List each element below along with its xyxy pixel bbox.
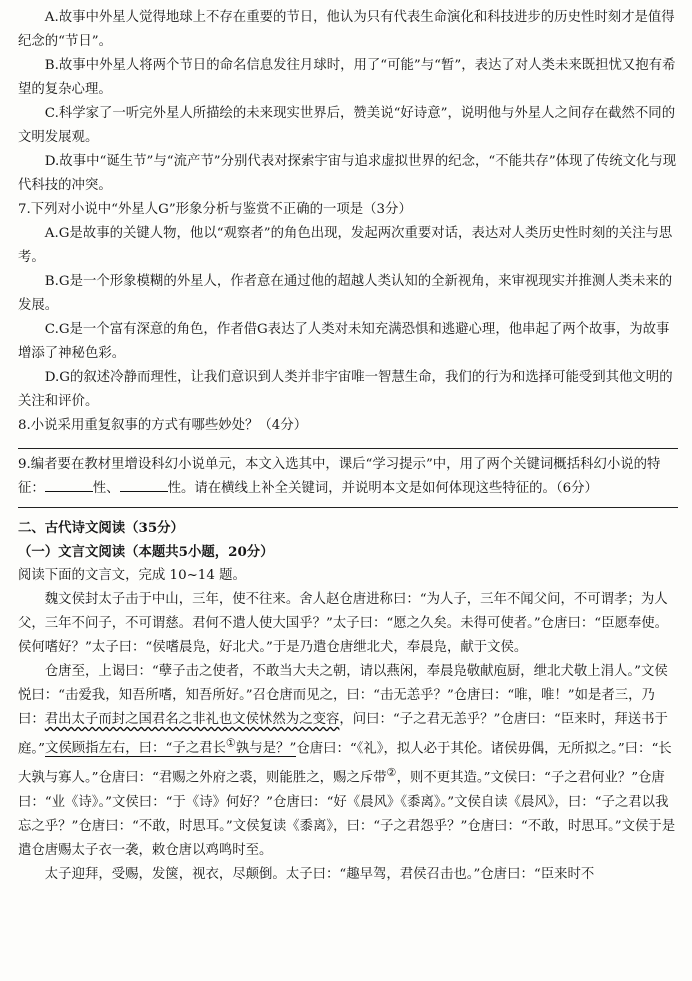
q7-stem: 7.下列对小说中“外星人G”形象分析与鉴赏不正确的一项是（3分） [18, 202, 412, 217]
passage-text: 仓唐至，上谒曰：“孽子击之使者，不敢当大夫之朝，请以燕闲，奉晨凫敬献庖厨，绁北犬敬上涓人。”文侯悦曰：“击爱我，知吾所嗜，知吾所好。”召仓唐而见之，曰：“击无恙乎？”仓唐曰：“唯，唯！”如是者三，乃曰： [18, 664, 668, 727]
answer-line [18, 448, 678, 449]
q7-option-b: B.G是一个形象模糊的外星人，作者意在通过他的超越人类认知的全新视角，来审视现实并推测人类未来的发展。 [18, 274, 673, 313]
q6-option-a: A.故事中外星人觉得地球上不存在重要的节日，他认为只有代表生命演化和科技进步的历史性时刻才是值得纪念的“节日”。 [18, 10, 675, 49]
section-title: 二、古代诗文阅读（35分） [18, 520, 184, 536]
q9-stem [18, 453, 678, 501]
passage-text: ，则不更其造。”文侯曰：“子之君何业？”仓唐曰：“业《诗》。”文侯曰：“于《诗》何好？”仓唐曰：“好《晨风》《黍离》。”文侯自读《晨风》，曰：“子之君以我忘之乎？”仓唐曰：“不敢，时思耳。”文侯复读《黍离》，曰：“子之君怨乎？”仓唐曰：“不敢，时思耳。”文侯于是遣仓唐赐太子衣一袭，敕仓唐以鸡鸣时至。 [18, 770, 676, 858]
q9-part2: 性。请在横线上补全关键词，并说明本文是如何体现这些特征的。（6分） [167, 481, 598, 496]
underlined-sentence [44, 737, 297, 757]
footnote-marker: ② [386, 766, 397, 780]
q6-option-d: D.故事中“诞生节”与“流产节”分别代表对探索宇宙与追求虚拟世界的纪念，“不能共存”体现了传统文化与现代科技的冲突。 [18, 154, 677, 193]
q7-option-c: C.G是一个富有深意的角色，作者借G表达了人类对未知充满恐惧和逃避心理，他串起了两个故事，为故事增添了神秘色彩。 [18, 322, 670, 361]
q7-option-a: A.G是故事的关键人物，他以“观察者”的角色出现，发起两次重要对话，表达对人类历史性时刻的关注与思考。 [18, 226, 673, 265]
question-7 [18, 198, 678, 414]
q9-sep: 性、 [92, 481, 120, 496]
q7-option-d: D.G的叙述冷静而理性，让我们意识到人类并非宇宙唯一智慧生命，我们的行为和选择可能受到其他文明的关注和评价。 [18, 370, 673, 409]
passage-text: 仓唐曰：“《礼》，拟人必于其伦。诸侯毋偶，无所拟之。”曰：“长大孰与寡人。”仓唐曰：“君赐之外府之裘，则能胜之，赐之斥带 [18, 741, 672, 786]
passage-text: ，问曰：“子之君无恙乎？”仓唐曰：“臣来时，拜送书于庭。” [18, 712, 668, 757]
q8-stem: 8.小说采用重复叙事的方式有哪些妙处？（4分） [18, 418, 308, 433]
instruction: 阅读下面的文言文，完成 10~14 题。 [18, 568, 246, 583]
subsection-title: （一）文言文阅读（本题共5小题，20分） [18, 544, 274, 560]
question-6-options [18, 6, 678, 198]
underlined-text: 文侯顾指左右，曰：“子之君长 [44, 741, 226, 757]
passage-paragraph-2 [18, 660, 678, 863]
answer-line [18, 507, 678, 508]
passage-paragraph-1: 魏文侯封太子击于中山，三年，使不往来。舍人赵仓唐进称曰：“为人子，三年不闻父问，不可谓孝；为人父，三年不问子，不可谓慈。君何不遣人使大国乎？”太子曰：“愿之久矣。未得可使者。”仓唐曰：“臣愿奉使。侯何嗜好？”太子曰：“侯嗜晨凫，好北犬。”于是乃遣仓唐绁北犬，奉晨凫，献于文侯。 [18, 592, 669, 655]
footnote-marker: ① [225, 737, 236, 750]
q9-part1: 9.编者要在教材里增设科幻小说单元，本文入选其中，课后“学习提示”中，用了两个关键词概括科幻小说的特征： [18, 457, 661, 496]
passage-paragraph-3: 太子迎拜，受赐，发箧，视衣，尽颠倒。太子曰：“趣早驾，君侯召击也。”仓唐曰：“臣来时不 [44, 866, 595, 882]
wavy-underlined-sentence: 君出太子而封之国君名之非礼也文侯怵然为之变容 [44, 712, 340, 727]
classical-passage [18, 588, 678, 887]
q6-option-b: B.故事中外星人将两个节日的命名信息发往月球时，用了“可能”与“暂”，表达了对人类未来既担忧又抱有希望的复杂心理。 [18, 58, 676, 97]
q9-blank-1[interactable] [45, 477, 93, 492]
underlined-text: 孰与是？” [235, 741, 297, 757]
q6-option-c: C.科学家了一听完外星人所描绘的未来现实世界后，赞美说“好诗意”，说明他与外星人之间存在截然不同的文明发展观。 [18, 106, 676, 145]
q9-blank-2[interactable] [120, 477, 168, 492]
